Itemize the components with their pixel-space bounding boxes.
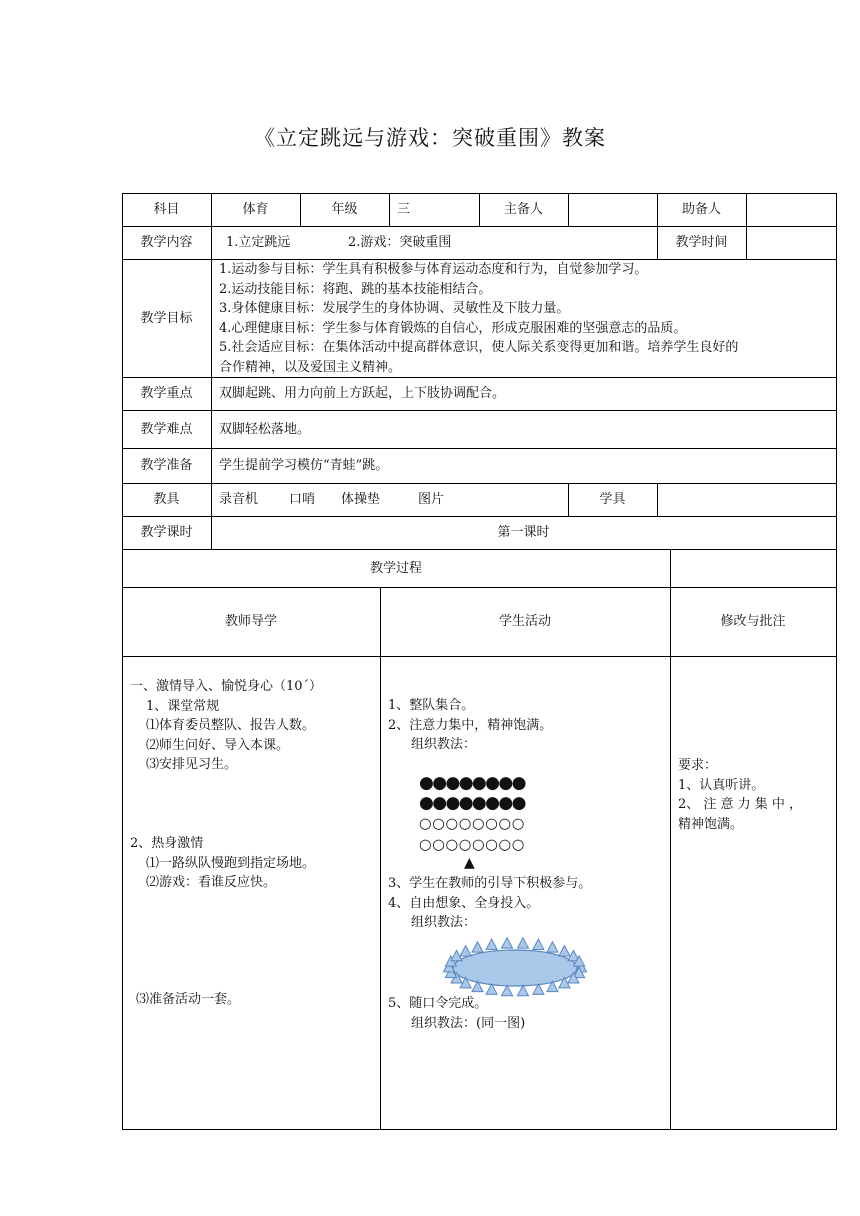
difficulty-value: 双脚轻松落地。 <box>219 421 311 437</box>
formation-row-3: ○○○○○○○○ <box>419 816 526 832</box>
notes-header: 修改与批注 <box>720 614 786 629</box>
formation-row-1: ●●●●●●●● <box>419 773 525 793</box>
content-label: 教学内容 <box>140 235 193 250</box>
teacher-step-routine: 1、课堂常规 <box>146 698 220 714</box>
goal-line-3: 3.身体健康目标：发展学生的身体协调、灵敏性及下肢力量。 <box>219 301 570 316</box>
student-method-label-1: 组织教法： <box>411 737 477 752</box>
notes-item-1: 1、认真听讲。 <box>678 777 765 793</box>
key-point-label: 教学重点 <box>140 386 193 401</box>
formation-row-2: ●●●●●●●● <box>419 793 525 813</box>
time-label: 教学时间 <box>675 235 728 250</box>
teacher-section-1-title: 一、激情导入、愉悦身心（10´） <box>130 679 323 694</box>
student-triangle-icon <box>547 942 558 952</box>
student-method-label-2: 组织教法： <box>411 915 477 930</box>
teacher-warmup-1: ⑴一路纵队慢跑到指定场地。 <box>146 855 316 871</box>
student-triangle-icon <box>559 946 570 956</box>
teacher-position-icon: ▲ <box>464 855 475 871</box>
student-triangle-icon <box>460 946 471 956</box>
preparation-value: 学生提前学习模仿“青蛙”跳。 <box>219 458 389 473</box>
student-triangle-icon <box>472 942 483 952</box>
student-triangle-icon <box>517 985 528 995</box>
teacher-step-3: ⑶安排见习生。 <box>146 757 238 772</box>
teacher-step-2: ⑵师生问好、导入本课。 <box>146 737 290 753</box>
time-value <box>746 226 836 259</box>
subject-label: 科目 <box>153 202 180 217</box>
student-triangle-icon <box>517 938 528 948</box>
student-step-3: 3、学生在教师的引导下积极参与。 <box>388 876 592 891</box>
student-step-4: 4、自由想象、全身投入。 <box>388 895 540 911</box>
goal-line-4: 4.心理健康目标：学生参与体育锻炼的自信心，形成克服困难的坚强意志的品质。 <box>219 320 687 336</box>
preparation-label: 教学准备 <box>140 458 193 473</box>
goal-line-5: 5.社会适应目标：在集体活动中提高群体意识，使人际关系变得更加和谐。培养学生良好的 <box>219 340 739 355</box>
goals-label: 教学目标 <box>140 310 193 326</box>
process-header: 教学过程 <box>369 560 422 576</box>
notes-item-2: 2、 注 意 力 集 中 ， <box>678 797 803 812</box>
key-point-value: 双脚起跳、用力向前上方跃起，上下肢协调配合。 <box>219 386 506 401</box>
assistant-value <box>746 193 836 226</box>
period-label: 教学课时 <box>140 525 193 540</box>
equipment-item-mat: 体操垫 <box>341 492 381 507</box>
goal-line-2: 2.运动技能目标：将跑、跳的基本技能相结合。 <box>219 281 492 297</box>
grade-value: 三 <box>397 202 411 217</box>
equipment-item-whistle: 口哨 <box>289 492 316 507</box>
student-triangle-icon <box>502 938 513 948</box>
teacher-step-1: ⑴体育委员整队、报告人数。 <box>146 718 316 733</box>
equipment-item-pictures: 图片 <box>418 492 445 507</box>
student-method-label-3: 组织教法：(同一图) <box>411 1015 526 1031</box>
content-item-1: 1.立定跳远 <box>226 235 291 250</box>
lead-teacher-label: 主备人 <box>503 202 543 217</box>
goal-line-6: 合作精神，以及爱国主义精神。 <box>219 359 402 375</box>
student-triangle-icon <box>486 939 497 949</box>
student-activity-header: 学生活动 <box>498 614 551 629</box>
formation-row-4: ○○○○○○○○ <box>419 837 526 853</box>
period-value: 第一课时 <box>497 525 550 540</box>
student-step-5: 5、随口令完成。 <box>388 996 488 1011</box>
student-tools-label: 学具 <box>599 492 626 507</box>
lead-teacher-value <box>568 193 657 226</box>
difficulty-label: 教学难点 <box>140 421 193 437</box>
equipment-item-recorder: 录音机 <box>219 492 259 507</box>
grade-label: 年级 <box>331 202 358 217</box>
student-step-1: 1、整队集合。 <box>388 698 475 713</box>
notes-requirement-label: 要求： <box>678 758 718 773</box>
page-title: 《立定跳远与游戏：突破重围》教案 <box>254 126 606 150</box>
teacher-section-2-title: 2、热身激情 <box>130 836 204 851</box>
equipment-label: 教具 <box>153 492 180 507</box>
teacher-warmup-3: ⑶准备活动一套。 <box>136 992 241 1007</box>
assistant-label: 助备人 <box>681 202 721 217</box>
student-triangle-icon <box>533 939 544 949</box>
teacher-guide-header: 教师导学 <box>224 614 277 629</box>
notes-item-2-cont: 精神饱满。 <box>678 816 744 832</box>
subject-value: 体育 <box>242 202 269 217</box>
student-tools-value <box>657 483 836 516</box>
content-item-2: 2.游戏：突破重围 <box>348 235 452 250</box>
student-step-2: 2、注意力集中，精神饱满。 <box>388 717 553 733</box>
student-triangle-icon <box>502 985 513 995</box>
teacher-warmup-2: ⑵游戏：看谁反应快。 <box>146 875 277 890</box>
goal-line-1: 1.运动参与目标：学生具有积极参与体育运动态度和行为，自觉参加学习。 <box>219 262 648 277</box>
